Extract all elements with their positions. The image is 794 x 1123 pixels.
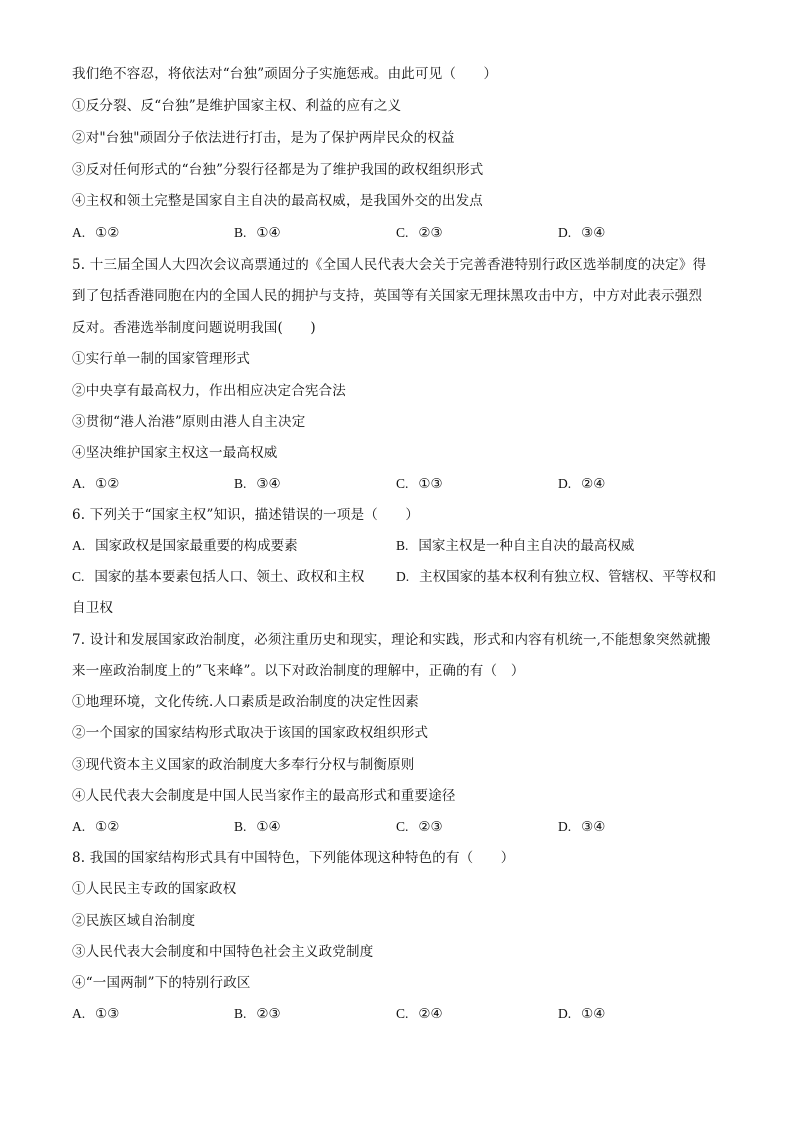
q5-option-b-label: B.: [234, 476, 247, 491]
q7-option-b: [234, 817, 281, 837]
q5-stem-line-1: 5. 十三届全国人大四次会议高票通过的《全国人民代表大会关于完善香港特别行政区选举制度的决定》得: [72, 257, 707, 273]
q4-option-c-label: C.: [396, 225, 409, 240]
q5-option-b: [234, 474, 281, 494]
q6-option-d: [396, 567, 716, 587]
q7-item-2: ②一个国家的国家结构形式取决于该国的国家政权组织形式: [72, 725, 429, 741]
q8-option-c: [396, 1004, 443, 1024]
q4-item-1: ①反分裂、反“台独”是维护国家主权、利益的应有之义: [72, 98, 402, 114]
q8-option-a-label: A.: [72, 1006, 86, 1021]
q4-option-d-label: D.: [558, 225, 572, 240]
q7-option-d-text: ③④: [581, 819, 606, 835]
q6-option-b: [396, 536, 634, 556]
q7-stem-line-2: 来一座政治制度上的”飞来峰”。以下对政治制度的理解中，正确的有（ ）: [72, 663, 525, 679]
q6-option-a: [72, 536, 298, 556]
q4-option-b-label: B.: [234, 225, 247, 240]
q8-item-4: ④“一国两制”下的特别行政区: [72, 975, 251, 991]
q6-option-b-text: 国家主权是一种自主自决的最高权威: [418, 538, 635, 554]
q4-stem-tail: 我们绝不容忍，将依法对“台独”顽固分子实施惩戒。由此可见（ ）: [72, 66, 498, 82]
q7-option-c: [396, 817, 443, 837]
q6-option-d-continuation: 自卫权: [72, 600, 114, 616]
q4-option-d: [558, 223, 605, 243]
q7-option-d-label: D.: [558, 819, 572, 834]
q5-option-d-label: D.: [558, 476, 572, 491]
q8-option-c-text: ②④: [418, 1006, 443, 1022]
q7-option-b-text: ①④: [256, 819, 281, 835]
q4-option-d-text: ③④: [581, 225, 606, 241]
q5-option-c-text: ①③: [418, 476, 443, 492]
q6-option-a-label: A.: [72, 538, 86, 553]
q8-item-1: ①人民民主专政的国家政权: [72, 881, 237, 897]
q5-option-a-text: ①②: [95, 476, 120, 492]
q8-option-a-text: ①③: [95, 1006, 120, 1022]
q5-option-c-label: C.: [396, 476, 409, 491]
q4-option-a-text: ①②: [95, 225, 120, 241]
q7-stem-line-1: 7. 设计和发展国家政治制度，必须注重历史和现实，理论和实践，形式和内容有机统一,不能想象突然就搬: [72, 632, 711, 648]
q8-option-c-label: C.: [396, 1006, 409, 1021]
q4-option-b: [234, 223, 281, 243]
q7-item-1: ①地理环境，文化传统.人口素质是政治制度的决定性因素: [72, 694, 419, 710]
q6-option-a-text: 国家政权是国家最重要的构成要素: [95, 538, 298, 554]
q8-option-b-label: B.: [234, 1006, 247, 1021]
q6-option-c: [72, 567, 364, 587]
q4-option-a-label: A.: [72, 225, 86, 240]
q5-option-d-text: ②④: [581, 476, 606, 492]
q6-stem: 6. 下列关于“国家主权”知识，描述错误的一项是（ ）: [72, 507, 420, 523]
q7-option-b-label: B.: [234, 819, 247, 834]
q5-stem-line-2: 到了包括香港同胞在内的全国人民的拥护与支持，英国等有关国家无理抹黑攻击中方，中方对此表示强烈: [72, 288, 703, 304]
q4-option-c-text: ②③: [418, 225, 443, 241]
q5-option-b-text: ③④: [256, 476, 281, 492]
q7-option-a-text: ①②: [95, 819, 120, 835]
q5-option-d: [558, 474, 605, 494]
q7-option-a: [72, 817, 119, 837]
q5-option-a: [72, 474, 119, 494]
q4-option-b-text: ①④: [256, 225, 281, 241]
q8-option-b-text: ②③: [256, 1006, 281, 1022]
q7-option-a-label: A.: [72, 819, 86, 834]
q5-item-3: ③贯彻“港人治港”原则由港人自主决定: [72, 414, 306, 430]
q4-item-4: ④主权和领土完整是国家自主自决的最高权威，是我国外交的出发点: [72, 193, 483, 209]
q7-item-4: ④人民代表大会制度是中国人民当家作主的最高形式和重要途径: [72, 788, 456, 804]
q8-stem: 8. 我国的国家结构形式具有中国特色，下列能体现这种特色的有（ ）: [72, 850, 515, 866]
q5-option-a-label: A.: [72, 476, 86, 491]
q7-option-c-label: C.: [396, 819, 409, 834]
q8-item-2: ②民族区域自治制度: [72, 913, 196, 929]
q7-item-3: ③现代资本主义国家的政治制度大多奉行分权与制衡原则: [72, 757, 415, 773]
q6-option-d-text: 主权国家的基本权利有独立权、管辖权、平等权和: [419, 569, 717, 585]
q8-option-d-label: D.: [558, 1006, 572, 1021]
q4-option-c: [396, 223, 443, 243]
q5-item-4: ④坚决维护国家主权这一最高权威: [72, 445, 278, 461]
q8-item-3: ③人民代表大会制度和中国特色社会主义政党制度: [72, 944, 374, 960]
q4-option-a: [72, 223, 119, 243]
q8-option-a: [72, 1004, 119, 1024]
q7-option-c-text: ②③: [418, 819, 443, 835]
q6-option-c-label: C.: [72, 569, 85, 584]
q5-item-1: ①实行单一制的国家管理形式: [72, 351, 251, 367]
q4-item-3: ③反对任何形式的“台独”分裂行径都是为了维护我国的政权组织形式: [72, 162, 484, 178]
q7-option-d: [558, 817, 605, 837]
q8-option-b: [234, 1004, 281, 1024]
q6-option-c-text: 国家的基本要素包括人口、领土、政权和主权: [94, 569, 365, 585]
q5-stem-line-3: 反对。香港选举制度问题说明我国( ): [72, 320, 316, 336]
q5-item-2: ②中央享有最高权力，作出相应决定合宪合法: [72, 383, 346, 399]
q6-option-d-label: D.: [396, 569, 410, 584]
q8-option-d-text: ①④: [581, 1006, 606, 1022]
q4-item-2: ②对"台独"顽固分子依法进行打击，是为了保护两岸民众的权益: [72, 130, 455, 146]
q6-option-b-label: B.: [396, 538, 409, 553]
q8-option-d: [558, 1004, 605, 1024]
q5-option-c: [396, 474, 443, 494]
